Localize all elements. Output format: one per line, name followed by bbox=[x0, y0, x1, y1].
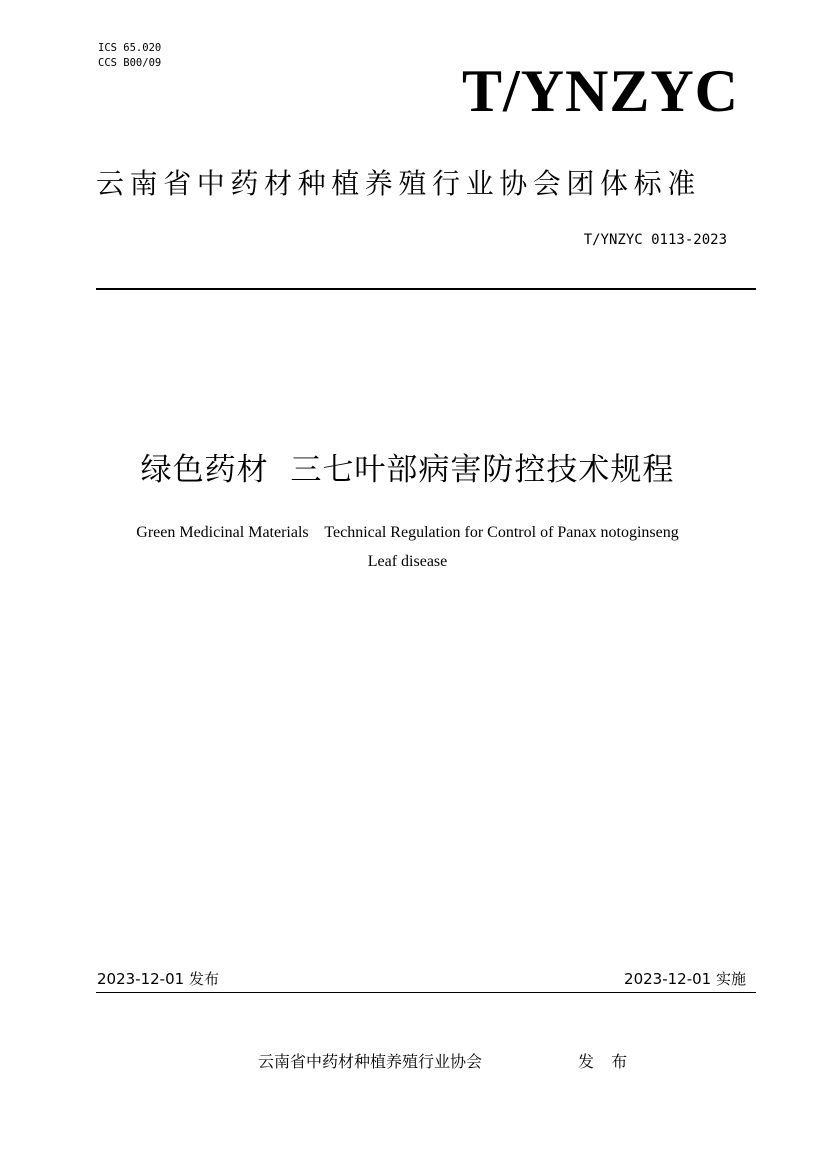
classification-codes bbox=[98, 41, 161, 71]
publisher-name: 云南省中药材种植养殖行业协会 bbox=[258, 1052, 483, 1071]
standard-brand-mark: T/YNZYC bbox=[461, 58, 739, 124]
ics-code: ICS 65.020 bbox=[98, 42, 162, 54]
footer-divider bbox=[96, 992, 756, 993]
issue-date: 2023-12-01 发布 bbox=[97, 970, 219, 988]
publish-label: 发 布 bbox=[578, 1052, 634, 1071]
organization-standard-title: 云南省中药材种植养殖行业协会团体标准 bbox=[96, 167, 701, 200]
standard-number: T/YNZYC 0113-2023 bbox=[583, 232, 727, 248]
implementation-date: 2023-12-01 实施 bbox=[624, 970, 746, 988]
header-divider bbox=[96, 288, 756, 290]
document-title-chinese: 绿色药材 三七叶部病害防控技术规程 bbox=[140, 452, 675, 488]
ccs-code: CCS B00/09 bbox=[98, 57, 162, 69]
document-title-english: Green Medicinal Materials Technical Regulation for Control of Panax notoginseng Leaf disease bbox=[136, 524, 683, 570]
